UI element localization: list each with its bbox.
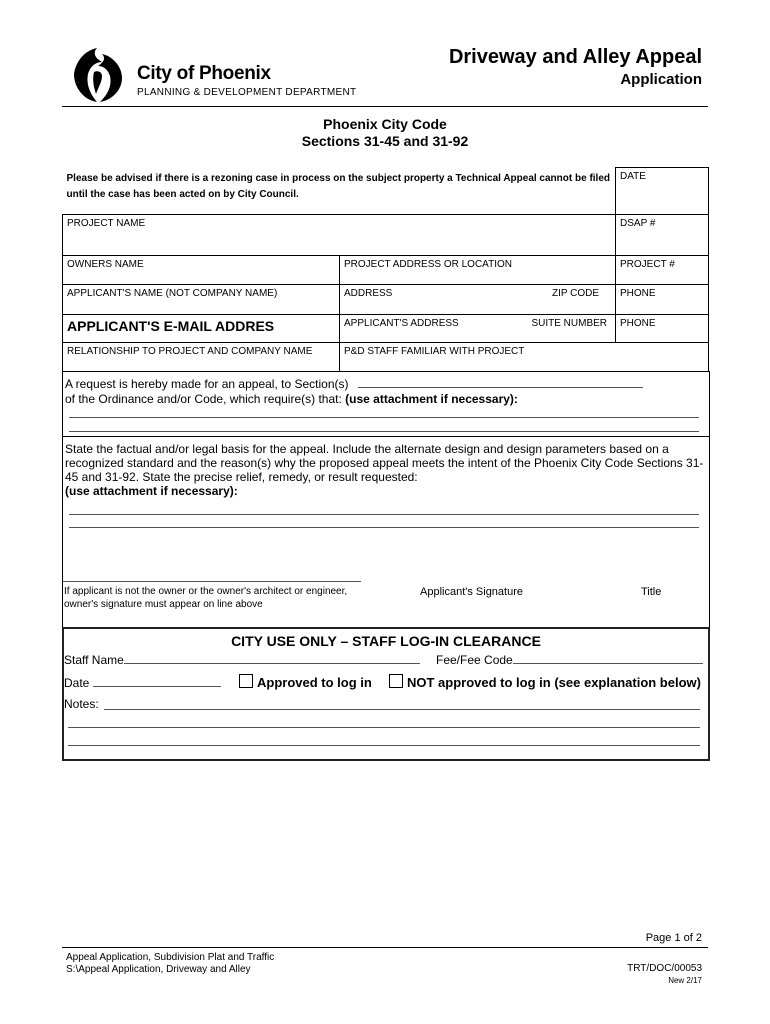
basis-instructions bbox=[65, 442, 705, 498]
dept-name: PLANNING & DEVELOPMENT DEPARTMENT bbox=[137, 87, 357, 98]
city-use-heading: CITY USE ONLY – STAFF LOG-IN CLEARANCE bbox=[231, 633, 541, 649]
phone-label-2: PHONE bbox=[620, 318, 656, 329]
city-use-section bbox=[62, 627, 710, 761]
form-title: Driveway and Alley Appeal bbox=[448, 46, 702, 68]
basis-text: State the factual and/or legal basis for the appeal. Include the alternate design and design parameters based on a recognized standard and the reason(s) why the proposed appeal meets the intent of the Phoenix City Code Sections 31-45 and 31-92. State the precise relief, remedy, or result requested: bbox=[65, 442, 704, 484]
email-field[interactable] bbox=[63, 315, 340, 343]
email-label: APPLICANT'S E-MAIL ADDRES bbox=[67, 318, 275, 334]
fee-code-row bbox=[436, 653, 703, 667]
applicant-signature-label: Applicant's Signature bbox=[420, 586, 523, 598]
footer-left bbox=[66, 952, 274, 976]
city-logo bbox=[66, 44, 128, 106]
request-line-input-2[interactable] bbox=[69, 431, 699, 432]
staff-name-row bbox=[64, 653, 420, 667]
form-subtitle: Application bbox=[620, 71, 702, 88]
org-name: City of Phoenix bbox=[137, 63, 271, 84]
footer-left-line-1: Appeal Application, Subdivision Plat and Traffic bbox=[66, 952, 275, 963]
page-number: Page 1 of 2 bbox=[645, 932, 702, 944]
applicant-name-label: APPLICANT'S NAME (NOT COMPANY NAME) bbox=[67, 288, 278, 299]
title-label: Title bbox=[641, 586, 662, 598]
owner-signature-line[interactable] bbox=[63, 581, 361, 582]
footer-rule bbox=[62, 947, 708, 948]
code-title: Phoenix City Code bbox=[323, 116, 447, 132]
not-approved-option[interactable] bbox=[389, 674, 701, 690]
staff-familiar-field[interactable] bbox=[340, 343, 709, 372]
city-date-label: Date bbox=[64, 676, 90, 690]
request-text-2: of the Ordinance and/or Code, which require(s) that: bbox=[65, 392, 342, 406]
fee-code-input[interactable] bbox=[513, 653, 703, 664]
phone-field-2[interactable] bbox=[616, 315, 709, 343]
not-approved-label: NOT approved to log in (see explanation below) bbox=[407, 675, 701, 690]
owners-name-label: OWNERS NAME bbox=[67, 259, 144, 270]
address-field[interactable] bbox=[340, 285, 616, 315]
notes-line-2[interactable] bbox=[68, 727, 700, 728]
not-approved-checkbox[interactable] bbox=[389, 674, 403, 688]
owner-signature-note: If applicant is not the owner or the owner's architect or engineer, owner's signature must appear on line above bbox=[64, 586, 348, 610]
applicant-info-table bbox=[62, 167, 709, 372]
request-line-2 bbox=[65, 392, 518, 406]
phone-field-1[interactable] bbox=[616, 285, 709, 315]
applicant-address-field[interactable] bbox=[340, 315, 616, 343]
zip-label: ZIP CODE bbox=[551, 288, 600, 299]
staff-name-label: Staff Name bbox=[64, 653, 124, 667]
date-row bbox=[64, 676, 221, 690]
approved-checkbox[interactable] bbox=[239, 674, 253, 688]
section-input[interactable] bbox=[358, 377, 643, 388]
footer-left-line-2: S:\Appeal Application, Driveway and Alley bbox=[66, 964, 251, 975]
dsap-field[interactable] bbox=[616, 215, 709, 256]
project-number-label: PROJECT # bbox=[620, 259, 675, 270]
approved-label: Approved to log in bbox=[257, 675, 372, 690]
basis-attachment-note: (use attachment if necessary): bbox=[65, 484, 238, 498]
city-date-input[interactable] bbox=[93, 676, 221, 687]
approved-option[interactable] bbox=[239, 674, 372, 690]
basis-section bbox=[62, 436, 710, 628]
doc-number: TRT/DOC/00053 bbox=[627, 963, 702, 974]
code-sections: Sections 31-45 and 31-92 bbox=[301, 133, 469, 149]
applicant-address-label: APPLICANT'S ADDRESS bbox=[344, 318, 459, 329]
relationship-label: RELATIONSHIP TO PROJECT AND COMPANY NAME bbox=[67, 346, 313, 357]
suite-label: SUITE NUMBER bbox=[531, 318, 608, 329]
applicant-name-field[interactable] bbox=[63, 285, 340, 315]
project-address-field[interactable] bbox=[340, 256, 616, 285]
request-text-1: A request is hereby made for an appeal, to Section(s) bbox=[65, 377, 349, 391]
project-name-field[interactable] bbox=[63, 215, 616, 256]
request-section bbox=[62, 371, 710, 437]
date-label: DATE bbox=[620, 171, 646, 182]
relationship-field[interactable] bbox=[63, 343, 340, 372]
notes-line-3[interactable] bbox=[68, 745, 700, 746]
date-field[interactable] bbox=[616, 168, 709, 215]
request-line-1 bbox=[65, 377, 643, 391]
phone-label-1: PHONE bbox=[620, 288, 656, 299]
staff-name-input[interactable] bbox=[124, 653, 420, 664]
dsap-label: DSAP # bbox=[620, 218, 656, 229]
address-label: ADDRESS bbox=[344, 288, 393, 299]
request-line-input-1[interactable] bbox=[69, 417, 699, 418]
revision: New 2/17 bbox=[668, 976, 702, 985]
project-name-label: PROJECT NAME bbox=[67, 218, 146, 229]
notes-label: Notes: bbox=[64, 697, 99, 711]
project-address-label: PROJECT ADDRESS OR LOCATION bbox=[344, 259, 512, 270]
request-attachment-note: (use attachment if necessary): bbox=[345, 392, 518, 406]
notes-line-1[interactable] bbox=[104, 709, 700, 710]
project-number-field[interactable] bbox=[616, 256, 709, 285]
staff-familiar-label: P&D STAFF FAMILIAR WITH PROJECT bbox=[344, 346, 525, 357]
basis-line-input-2[interactable] bbox=[69, 527, 699, 528]
fee-code-label: Fee/Fee Code bbox=[436, 653, 513, 667]
basis-line-input-1[interactable] bbox=[69, 514, 699, 515]
phoenix-bird-icon bbox=[66, 44, 128, 106]
owners-name-field[interactable] bbox=[63, 256, 340, 285]
rezoning-notice: Please be advised if there is a rezoning case in process on the subject property a Technical Appeal cannot be filed until the case has been acted on by City Council. bbox=[63, 168, 616, 215]
header-rule bbox=[62, 106, 708, 107]
